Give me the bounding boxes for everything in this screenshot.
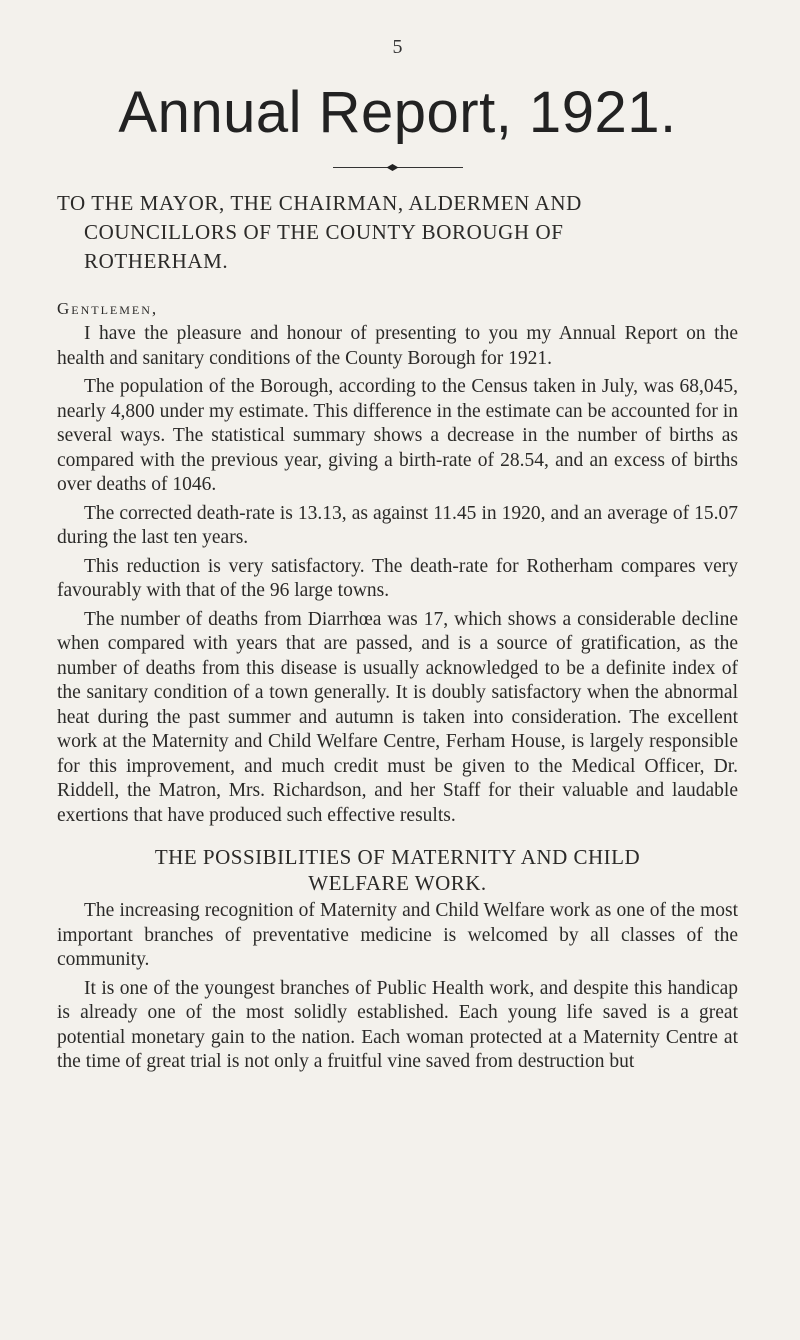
- diamond-icon: [387, 164, 399, 171]
- page-title: Annual Report, 1921.: [118, 80, 677, 145]
- paragraph: It is one of the youngest branches of Public Health work, and despite this handicap is already one of the most solidly established. Each young life saved is a great potential monetary gain to the nation. Each woman protected at a Maternity Centre at the time of great trial is not only a fruitful vine saved from destruction but: [57, 977, 738, 1072]
- salutation: Gentlemen,: [57, 299, 159, 318]
- section-heading-line: WELFARE WORK.: [308, 871, 487, 895]
- paragraph: The corrected death-rate is 13.13, as against 11.45 in 1920, and an average of 15.07 during the last ten years.: [57, 502, 738, 548]
- address-block: [57, 189, 738, 276]
- paragraph: I have the pleasure and honour of presenting to you my Annual Report on the health and sanitary conditions of the County Borough for 1921.: [57, 323, 738, 369]
- address-line: ROTHERHAM.: [84, 249, 229, 273]
- section-heading-line: THE POSSIBILITIES OF MATERNITY AND CHILD: [154, 845, 641, 869]
- paragraph: The population of the Borough, according to the Census taken in July, was 68,045, nearly 4,800 under my estimate. This difference in the estimate can be accounted for in several ways. The statistical summary shows a decrease in the number of births as compared with the previous year, giving a birth-rate of 28.54, and an excess of births over deaths of 1046.: [57, 376, 738, 495]
- paragraph: This reduction is very satisfactory. The death-rate for Rotherham compares very favourably with that of the 96 large towns.: [57, 555, 738, 601]
- page-number: 5: [392, 36, 403, 58]
- divider-ornament: [333, 164, 463, 172]
- section-heading: [57, 844, 738, 896]
- paragraph: The number of deaths from Diarrhœa was 17, which shows a considerable decline when compared with years that are passed, and is a source of gratification, as the number of deaths from this disease is usually acknowledged to be a definite index of the sanitary condition of a town generally. It is doubly satisfactory when the abnormal heat during the past summer and autumn is taken into consideration. The excellent work at the Maternity and Child Welfare Centre, Ferham House, is largely responsible for this improvement, and much credit must be given to the Medical Officer, Dr. Riddell, the Matron, Mrs. Richardson, and her Staff for their valuable and laudable exertions that have produced such effective results.: [57, 608, 738, 826]
- welfare-section: [57, 899, 738, 1075]
- address-line: TO THE MAYOR, THE CHAIRMAN, ALDERMEN AND: [57, 191, 582, 215]
- intro-section: [57, 322, 738, 828]
- address-line: COUNCILLORS OF THE COUNTY BOROUGH OF: [84, 220, 564, 244]
- paragraph: The increasing recognition of Maternity and Child Welfare work as one of the most important branches of preventative medicine is welcomed by all classes of the community.: [57, 900, 738, 970]
